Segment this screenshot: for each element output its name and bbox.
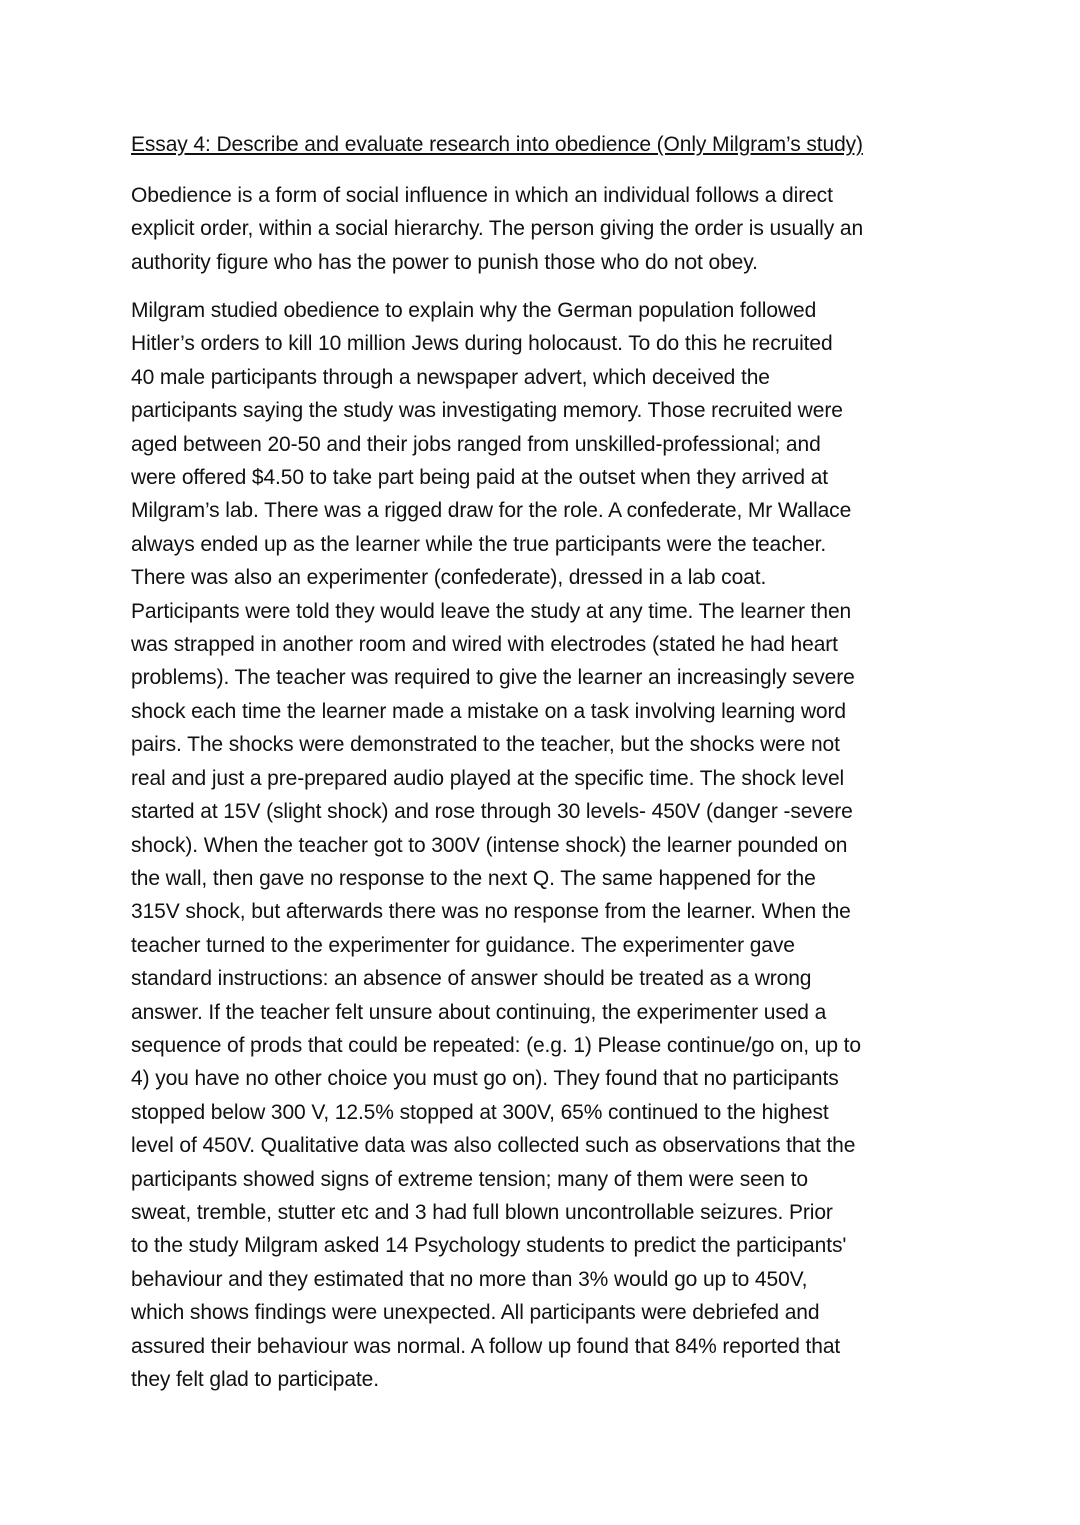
text-line: to the study Milgram asked 14 Psychology students to predict the participants' xyxy=(131,1234,847,1258)
text-line: 315V shock, but afterwards there was no response from the learner. When the xyxy=(131,900,851,924)
text-line: the wall, then gave no response to the next Q. The same happened for the xyxy=(131,866,816,890)
text-line: participants showed signs of extreme tension; many of them were seen to xyxy=(131,1167,808,1191)
text-line: level of 450V. Qualitative data was also collected such as observations that the xyxy=(131,1134,856,1158)
text-line: participants saying the study was investigating memory. Those recruited were xyxy=(131,399,843,423)
text-line: 4) you have no other choice you must go on). They found that no participants xyxy=(131,1067,839,1091)
essay-title: Essay 4: Describe and evaluate research into obedience (Only Milgram’s study) xyxy=(131,133,863,156)
text-line: they felt glad to participate. xyxy=(131,1368,379,1391)
text-line: 40 male participants through a newspaper advert, which deceived the xyxy=(131,365,770,389)
text-line: standard instructions: an absence of answer should be treated as a wrong xyxy=(131,967,812,991)
text-line: assured their behaviour was normal. A follow up found that 84% reported that xyxy=(131,1334,841,1358)
text-line: was strapped in another room and wired with electrodes (stated he had heart xyxy=(131,633,838,657)
text-line: shock each time the learner made a mistake on a task involving learning word xyxy=(131,699,846,723)
text-line: real and just a pre-prepared audio played at the specific time. The shock level xyxy=(131,766,845,790)
text-line: shock). When the teacher got to 300V (intense shock) the learner pounded on xyxy=(131,833,848,857)
text-line: explicit order, within a social hierarchy. The person giving the order is usually an xyxy=(131,217,864,241)
text-line: Participants were told they would leave the study at any time. The learner then xyxy=(131,599,852,623)
text-line: stopped below 300 V, 12.5% stopped at 300V, 65% continued to the highest xyxy=(131,1100,829,1124)
text-line: authority figure who has the power to punish those who do not obey. xyxy=(131,250,758,274)
text-line: answer. If the teacher felt unsure about continuing, the experimenter used a xyxy=(131,1000,827,1024)
text-line: which shows findings were unexpected. All participants were debriefed and xyxy=(131,1301,820,1325)
text-line: started at 15V (slight shock) and rose through 30 levels- 450V (danger -severe xyxy=(131,800,853,824)
text-line: teacher turned to the experimenter for guidance. The experimenter gave xyxy=(131,933,795,957)
text-line: sequence of prods that could be repeated: (e.g. 1) Please continue/go on, up to xyxy=(131,1033,861,1057)
text-line: behaviour and they estimated that no more than 3% would go up to 450V, xyxy=(131,1267,808,1291)
text-line: sweat, tremble, stutter etc and 3 had full blown uncontrollable seizures. Prior xyxy=(131,1200,833,1224)
text-line: aged between 20-50 and their jobs ranged from unskilled-professional; and xyxy=(131,432,821,456)
text-line: were offered $4.50 to take part being paid at the outset when they arrived at xyxy=(131,466,829,490)
text-line: Milgram studied obedience to explain why the German population followed xyxy=(131,299,817,322)
text-line: There was also an experimenter (confederate), dressed in a lab coat. xyxy=(131,566,767,590)
text-line: Obedience is a form of social influence in which an individual follows a direct xyxy=(131,184,833,207)
text-line: Hitler’s orders to kill 10 million Jews during holocaust. To do this he recruited xyxy=(131,332,833,356)
text-line: Milgram’s lab. There was a rigged draw for the role. A confederate, Mr Wallace xyxy=(131,499,852,523)
text-line: problems). The teacher was required to give the learner an increasingly severe xyxy=(131,666,855,690)
text-line: always ended up as the learner while the true participants were the teacher. xyxy=(131,532,827,556)
paragraph-milgram-procedure xyxy=(131,294,861,1396)
paragraph-definition xyxy=(131,179,863,279)
text-line: pairs. The shocks were demonstrated to the teacher, but the shocks were not xyxy=(131,733,840,757)
